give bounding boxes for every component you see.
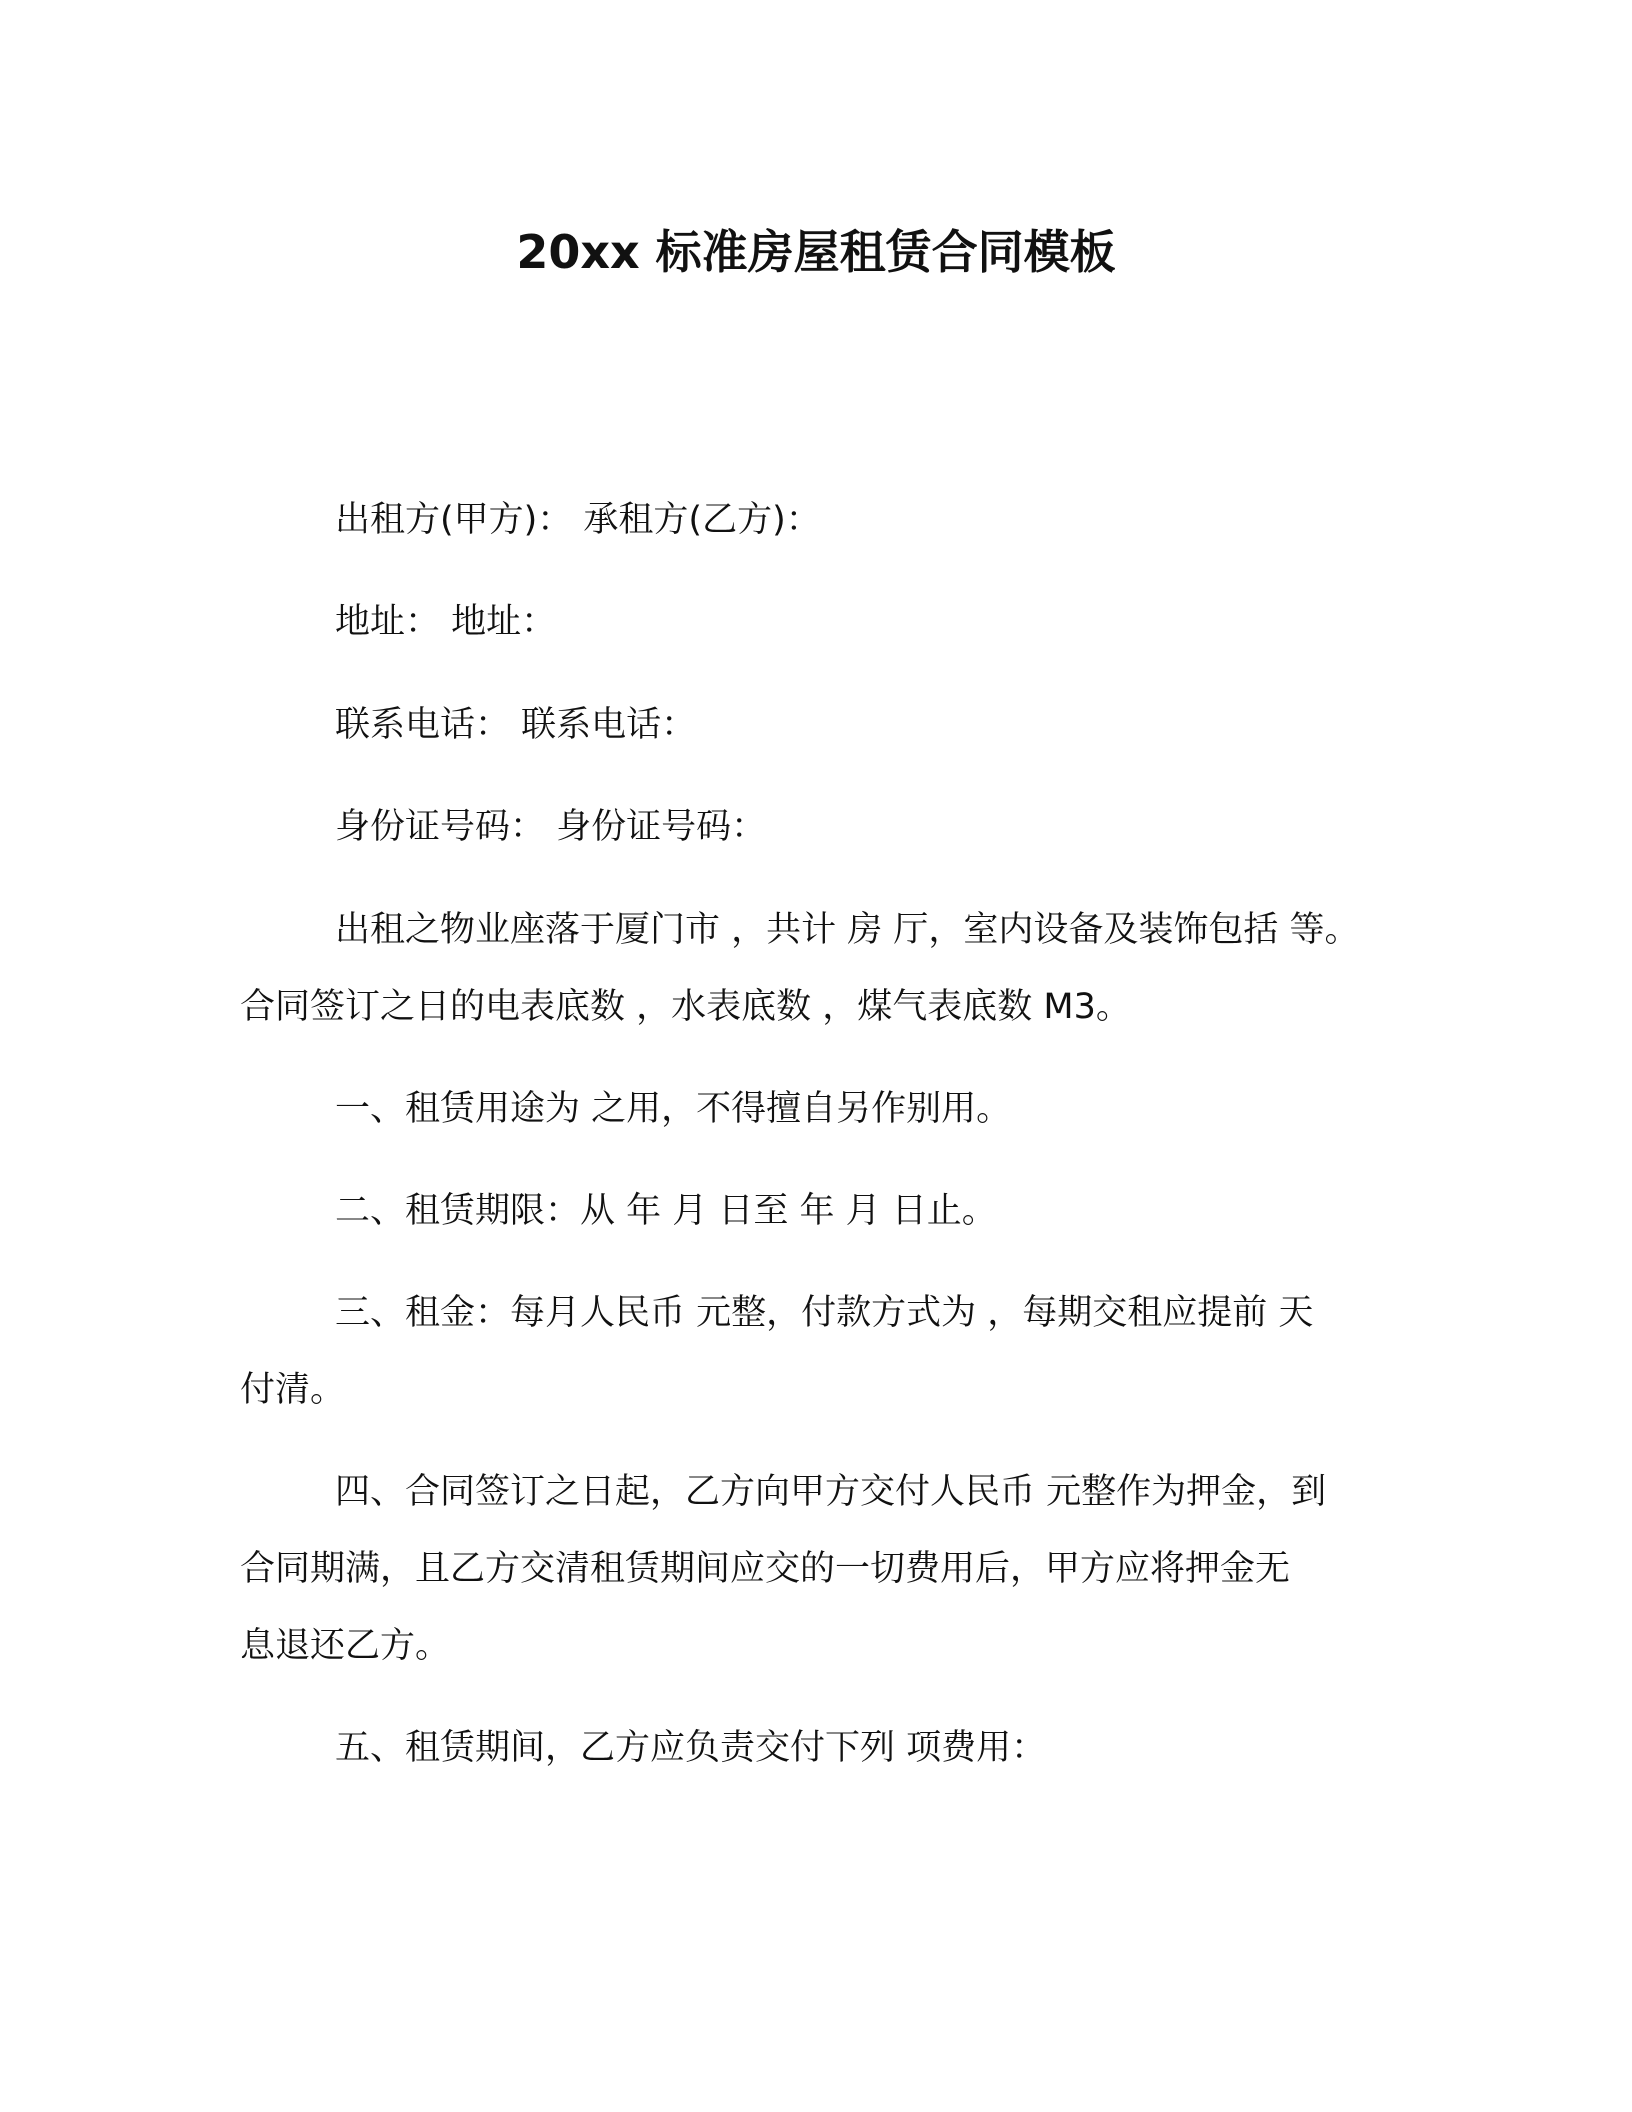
property-description — [240, 892, 1380, 1046]
paragraph-line: 合同期满，且乙方交清租赁期间应交的一切费用后，甲方应将押金无 — [240, 1549, 1291, 1589]
paragraph-line: 四、合同签订之日起，乙方向甲方交付人民币 元整作为押金，到 — [335, 1472, 1327, 1512]
party-id-numbers — [240, 789, 1380, 866]
clause-3-rent — [240, 1275, 1380, 1429]
paragraph-line: 付清。 — [240, 1370, 346, 1410]
paragraph-line: 息退还乙方。 — [240, 1626, 451, 1666]
paragraph-line: 三、租金：每月人民币 元整，付款方式为 ，每期交租应提前 天 — [335, 1293, 1314, 1333]
clause-2-term — [240, 1173, 1380, 1250]
party-addresses — [240, 584, 1380, 661]
clause-1-purpose — [240, 1071, 1380, 1148]
paragraph-line: 联系电话： 联系电话： — [335, 705, 697, 745]
paragraph-line: 地址： 地址： — [335, 602, 557, 642]
paragraph-line: 二、租赁期限：从 年 月 日至 年 月 日止。 — [335, 1191, 997, 1231]
clause-5-fees — [240, 1710, 1380, 1787]
clause-4-deposit — [240, 1454, 1380, 1685]
paragraph-line: 出租之物业座落于厦门市 ，共计 房 厅，室内设备及装饰包括 等。 — [335, 910, 1360, 950]
document-title: 20xx 标准房屋租赁合同模板 — [516, 225, 1116, 279]
paragraph-line: 身份证号码： 身份证号码： — [335, 807, 767, 847]
party-phones — [240, 687, 1380, 764]
paragraph-line: 一、租赁用途为 之用，不得擅自另作别用。 — [335, 1089, 1012, 1129]
paragraph-line: 合同签订之日的电表底数 ，水表底数 ，煤气表底数 M3。 — [240, 987, 1131, 1027]
paragraph-line: 出租方(甲方)： 承租方(乙方)： — [335, 500, 821, 540]
party-names — [240, 482, 1380, 559]
paragraph-line: 五、租赁期间，乙方应负责交付下列 项费用： — [335, 1728, 1047, 1768]
